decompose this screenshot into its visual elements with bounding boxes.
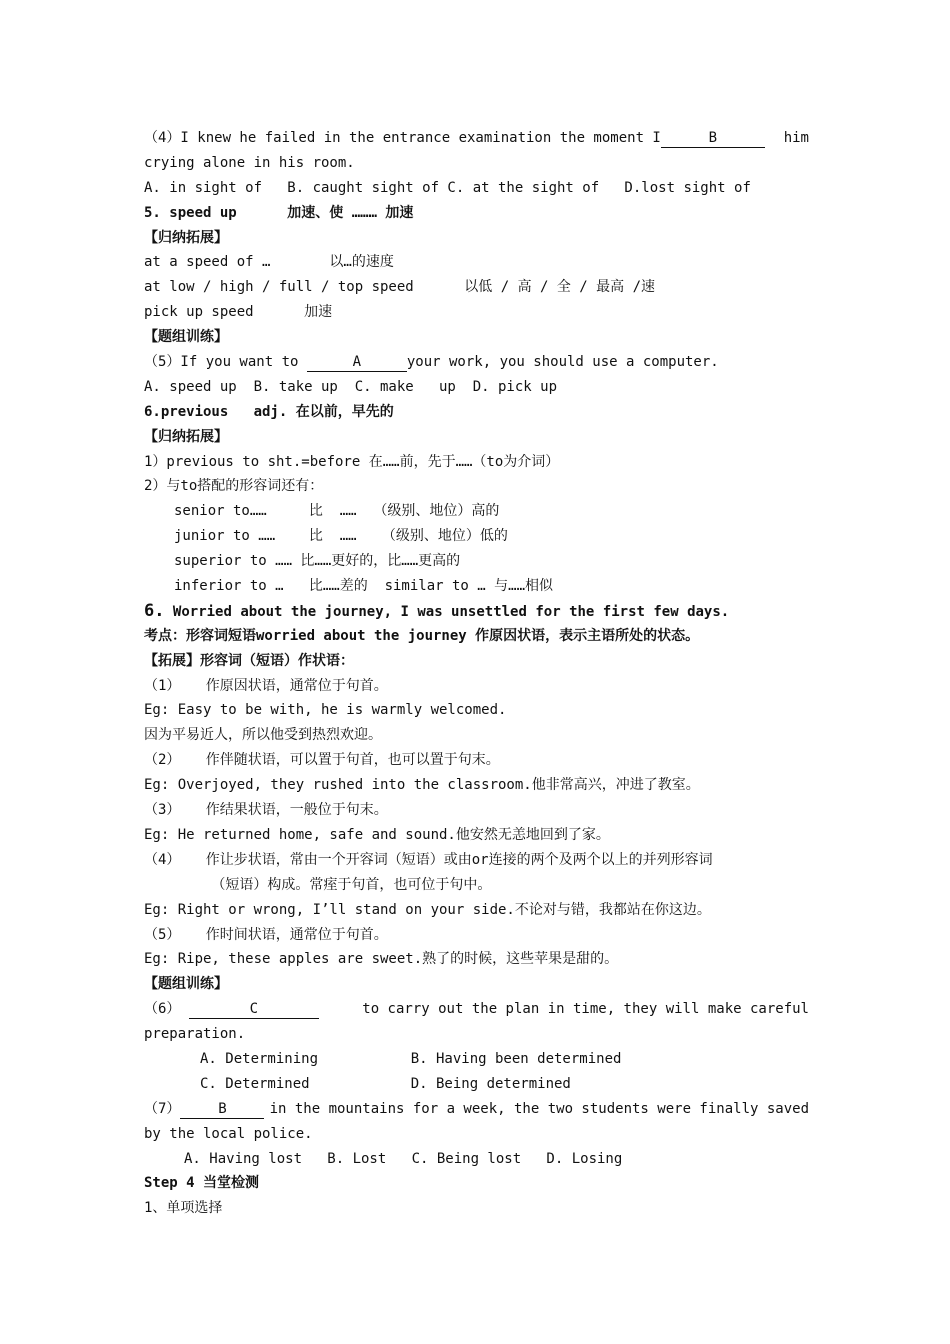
usage-line: （4） 作让步状语，常由一个开容词（短语）或由or连接的两个及两个以上的并列形容词 xyxy=(144,851,713,868)
q5-stem-line xyxy=(144,350,809,375)
section5-line: at low / high / full / top speed 以低 / 高 / 全 / 最高 /速 xyxy=(144,279,656,296)
q7-options: A. Having lost B. Lost C. Being lost D. Losing xyxy=(184,1150,623,1167)
section5-line: pick up speed 加速 xyxy=(144,304,333,321)
section5-training-heading: 【题组训练】 xyxy=(144,329,228,346)
q4-stem-start: （4）I knew he failed in the entrance examination the moment I xyxy=(144,130,661,146)
q4-answer-blank: B xyxy=(661,129,765,148)
section6-sub-item: junior to …… 比 …… （级别、地位）低的 xyxy=(174,528,508,545)
section5-line: at a speed of … 以…的速度 xyxy=(144,254,394,271)
q6-answer-blank: C xyxy=(189,1000,319,1019)
step4-title: Step 4 当堂检测 xyxy=(144,1175,260,1192)
q6-options: A. Determining B. Having been determined xyxy=(200,1050,622,1067)
q4-stem-line xyxy=(144,126,809,151)
usage-line: （2） 作伴随状语，可以置于句首，也可以置于句末。 xyxy=(144,752,500,769)
q7-stem-continued: by the local police. xyxy=(144,1125,313,1142)
q4-options: A. in sight of B. caught sight of C. at the sight of D.lost sight of xyxy=(144,179,751,196)
exam-point: 考点：形容词短语worried about the journey 作原因状语，表示主语所处的状态。 xyxy=(144,627,700,644)
usage-line: （1） 作原因状语，通常位于句首。 xyxy=(144,677,388,694)
step4-item: 1、单项选择 xyxy=(144,1200,223,1217)
q5-stem-start: （5）If you want to xyxy=(144,354,307,371)
section5-expand-heading: 【归纳拓展】 xyxy=(144,229,228,246)
usage-line: Eg: Ripe, these apples are sweet.熟了的时候，这些苹果是甜的。 xyxy=(144,951,619,968)
section6-title: 6.previous adj. 在以前，早先的 xyxy=(144,403,394,420)
expand-heading: 【拓展】形容词（短语）作状语： xyxy=(144,652,354,669)
usage-line: Eg: Easy to be with, he is warmly welcomed. xyxy=(144,702,507,719)
training-heading: 【题组训练】 xyxy=(144,976,228,993)
usage-line: 因为平易近人，所以他受到热烈欢迎。 xyxy=(144,727,382,744)
q6-stem: to carry out the plan in time, they will make careful xyxy=(362,1001,809,1018)
q6-stem-continued: preparation. xyxy=(144,1026,246,1043)
q7-stem-line xyxy=(144,1097,809,1122)
q5-answer-blank: A xyxy=(307,353,407,372)
section6-sub-item: superior to …… 比……更好的，比……更高的 xyxy=(174,553,461,570)
q7-lead: （7） xyxy=(144,1100,181,1117)
section6-sub-item: inferior to … 比……差的 similar to … 与……相似 xyxy=(174,578,554,595)
usage-line: Eg: Overjoyed, they rushed into the classroom.他非常高兴，冲进了教室。 xyxy=(144,777,700,794)
section6-expand-heading: 【归纳拓展】 xyxy=(144,428,228,445)
sentence-number: 6. xyxy=(144,600,165,621)
q5-stem-end: your work, you should use a computer. xyxy=(406,354,719,371)
section6-sub-item: senior to…… 比 …… （级别、地位）高的 xyxy=(174,503,500,520)
section6-point-1: 1）previous to sht.=before 在……前，先于……（to为介词） xyxy=(144,453,560,470)
q6-stem-line xyxy=(144,997,809,1022)
usage-line: Eg: Right or wrong, I’ll stand on your side.不论对与错，我都站在你这边。 xyxy=(144,901,711,918)
section6-point-2: 2）与to搭配的形容词还有： xyxy=(144,478,324,495)
q7-stem: in the mountains for a week, the two students were finally saved xyxy=(269,1100,809,1117)
usage-line: （3） 作结果状语，一般位于句末。 xyxy=(144,802,388,819)
section5-title: 5. speed up 加速、使 ……… 加速 xyxy=(144,204,414,221)
usage-line: （5） 作时间状语，通常位于句首。 xyxy=(144,926,388,943)
sentence-heading xyxy=(144,599,809,624)
q4-stem-end: him xyxy=(783,130,809,146)
q5-options: A. speed up B. take up C. make up D. pick up xyxy=(144,378,558,395)
q7-answer-blank: B xyxy=(180,1100,264,1119)
usage-line: （短语）构成。常痓于句首，也可位于句中。 xyxy=(144,876,492,893)
document-page xyxy=(144,126,809,1221)
q6-lead: （6） xyxy=(144,1001,181,1018)
sentence-text: Worried about the journey, I was unsettled for the first few days. xyxy=(164,603,730,620)
q6-options: C. Determined D. Being determined xyxy=(200,1075,571,1092)
q4-stem-continued: crying alone in his room. xyxy=(144,154,355,171)
usage-line: Eg: He returned home, safe and sound.他安然无恙地回到了家。 xyxy=(144,826,610,843)
